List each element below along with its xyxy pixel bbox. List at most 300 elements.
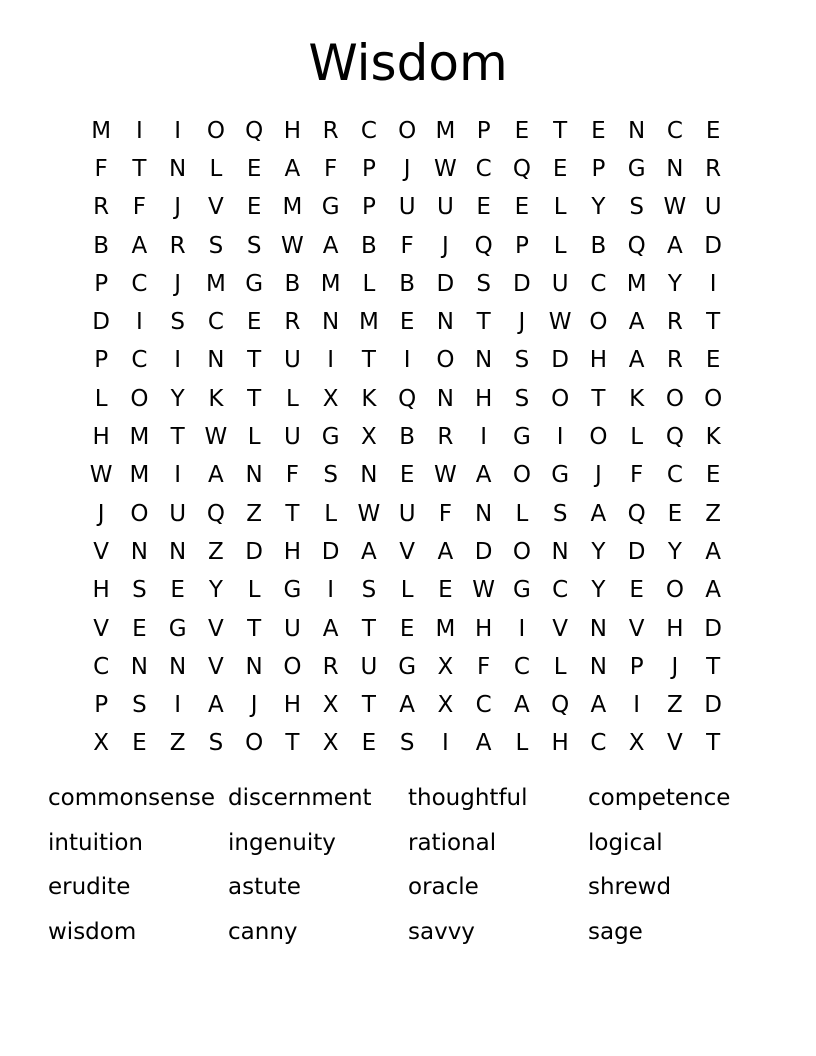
grid-letter: R: [169, 232, 186, 259]
grid-letter: T: [706, 730, 721, 757]
grid-letter: U: [704, 194, 722, 221]
grid-letter: A: [284, 155, 301, 182]
grid-letter: I: [633, 692, 641, 719]
grid-letter: H: [283, 692, 302, 719]
grid-letter: E: [132, 615, 147, 642]
grid-letter: J: [97, 500, 105, 527]
grid-letter: C: [666, 462, 683, 489]
grid-letter: H: [474, 385, 493, 412]
grid-letter: S: [246, 232, 262, 259]
grid-letter: P: [514, 232, 529, 259]
grid-letter: J: [174, 270, 182, 297]
grid-letter: L: [209, 155, 223, 182]
grid-letter: Q: [627, 232, 646, 259]
grid-letter: E: [361, 730, 377, 757]
grid-letter: A: [705, 538, 721, 565]
grid-letter: I: [441, 730, 449, 757]
grid-letter: C: [360, 117, 377, 144]
grid-letter: M: [320, 270, 341, 297]
grid-letter: W: [472, 577, 495, 604]
grid-letter: H: [92, 577, 110, 604]
grid-letter: B: [284, 270, 301, 297]
grid-letter: Y: [667, 538, 682, 565]
grid-letter: P: [94, 347, 109, 374]
grid-letter: A: [475, 462, 492, 489]
grid-letter: X: [437, 692, 454, 719]
grid-letter: P: [361, 194, 376, 221]
grid-letter: U: [360, 653, 378, 680]
word-list-item: wisdom: [48, 919, 137, 946]
grid-letter: K: [705, 424, 721, 451]
grid-letter: S: [170, 309, 185, 336]
grid-letter: A: [208, 462, 224, 489]
grid-letter: O: [130, 500, 149, 527]
grid-letter: L: [362, 270, 376, 297]
grid-letter: Q: [398, 385, 417, 412]
grid-letter: P: [591, 155, 606, 182]
grid-letter: O: [398, 117, 417, 144]
grid-letter: S: [323, 462, 338, 489]
grid-letter: G: [512, 577, 531, 604]
grid-letter: E: [399, 462, 415, 489]
grid-letter: N: [169, 538, 187, 565]
grid-letter: I: [174, 692, 182, 719]
grid-letter: T: [591, 385, 606, 412]
grid-letter: L: [630, 424, 644, 451]
grid-letter: V: [208, 653, 224, 680]
grid-letter: Q: [627, 500, 646, 527]
grid-letter: S: [514, 347, 530, 374]
grid-letter: X: [628, 730, 645, 757]
grid-letter: D: [704, 615, 722, 642]
grid-letter: W: [434, 462, 457, 489]
grid-letter: F: [400, 232, 414, 259]
grid-letter: G: [512, 424, 531, 451]
word-list-item: competence: [588, 785, 731, 811]
grid-letter: O: [130, 385, 149, 412]
grid-letter: O: [245, 730, 264, 757]
grid-letter: P: [94, 692, 109, 719]
grid-letter: G: [398, 653, 417, 680]
word-list-item: oracle: [408, 874, 479, 901]
grid-letter: A: [322, 232, 339, 259]
grid-letter: O: [436, 347, 455, 374]
word-list-item: rational: [408, 829, 497, 856]
grid-letter: E: [246, 309, 262, 336]
grid-letter: E: [170, 577, 185, 604]
grid-letter: H: [92, 424, 110, 451]
grid-letter: O: [589, 424, 608, 451]
grid-letter: Y: [591, 538, 606, 565]
grid-letter: H: [283, 538, 302, 565]
grid-letter: S: [552, 500, 568, 527]
grid-letter: M: [626, 270, 647, 297]
grid-letter: M: [129, 462, 150, 489]
grid-letter: R: [93, 194, 110, 221]
grid-letter: Z: [705, 500, 721, 527]
grid-letter: S: [399, 730, 415, 757]
word-list-item: discernment: [228, 785, 372, 811]
grid-letter: I: [403, 347, 411, 374]
grid-letter: R: [666, 309, 683, 336]
grid-letter: E: [514, 117, 530, 144]
grid-letter: E: [132, 730, 147, 757]
grid-letter: O: [283, 653, 302, 680]
grid-letter: I: [327, 347, 335, 374]
grid-letter: L: [515, 730, 529, 757]
grid-letter: T: [553, 117, 568, 144]
grid-letter: E: [399, 615, 415, 642]
grid-letter: B: [590, 232, 607, 259]
grid-letter: V: [399, 538, 415, 565]
grid-letter: L: [247, 577, 261, 604]
grid-letter: T: [476, 309, 491, 336]
grid-letter: X: [322, 730, 339, 757]
grid-letter: D: [245, 538, 263, 565]
grid-letter: E: [476, 194, 491, 221]
grid-letter: E: [246, 194, 262, 221]
grid-letter: A: [628, 347, 645, 374]
grid-letter: I: [174, 117, 182, 144]
grid-letter: T: [247, 385, 262, 412]
word-list-item: astute: [228, 874, 301, 901]
grid-letter: V: [208, 615, 224, 642]
grid-letter: G: [283, 577, 302, 604]
grid-letter: M: [129, 424, 150, 451]
word-list-item: intuition: [48, 829, 144, 856]
grid-letter: E: [246, 155, 262, 182]
grid-letter: T: [285, 500, 300, 527]
grid-letter: N: [551, 538, 569, 565]
grid-letter: S: [629, 194, 644, 221]
grid-letter: X: [93, 730, 109, 757]
grid-letter: P: [94, 270, 109, 297]
grid-letter: G: [321, 424, 340, 451]
grid-letter: E: [705, 462, 721, 489]
grid-letter: K: [629, 385, 645, 412]
grid-letter: A: [590, 500, 607, 527]
grid-letter: M: [358, 309, 379, 336]
grid-letter: G: [245, 270, 264, 297]
grid-letter: C: [513, 653, 530, 680]
grid-letter: N: [245, 653, 263, 680]
grid-letter: C: [93, 653, 110, 680]
grid-letter: V: [628, 615, 645, 642]
grid-letter: E: [552, 155, 568, 182]
grid-letter: C: [475, 155, 492, 182]
grid-letter: R: [322, 117, 339, 144]
grid-letter: V: [93, 615, 109, 642]
grid-letter: P: [476, 117, 491, 144]
grid-letter: F: [438, 500, 452, 527]
grid-letter: H: [589, 347, 608, 374]
grid-letter: S: [208, 730, 224, 757]
grid-letter: A: [361, 538, 377, 565]
grid-letter: S: [132, 692, 147, 719]
grid-letter: S: [361, 577, 377, 604]
page-title: Wisdom: [308, 34, 508, 92]
grid-letter: S: [476, 270, 491, 297]
grid-letter: E: [514, 194, 530, 221]
grid-letter: W: [434, 155, 457, 182]
grid-letter: D: [513, 270, 531, 297]
grid-letter: K: [208, 385, 224, 412]
grid-letter: Z: [207, 538, 224, 565]
grid-letter: O: [512, 538, 531, 565]
grid-letter: A: [322, 615, 339, 642]
grid-letter: L: [400, 577, 414, 604]
grid-letter: N: [475, 347, 493, 374]
grid-letter: O: [589, 309, 608, 336]
grid-letter: T: [247, 615, 262, 642]
grid-letter: A: [590, 692, 607, 719]
grid-letter: U: [436, 194, 454, 221]
grid-letter: R: [322, 653, 339, 680]
grid-letter: N: [436, 309, 454, 336]
grid-letter: A: [628, 309, 645, 336]
grid-letter: D: [627, 538, 646, 565]
grid-letter: Y: [170, 385, 185, 412]
grid-letter: T: [361, 692, 376, 719]
grid-letter: X: [437, 653, 454, 680]
grid-letter: Q: [245, 117, 264, 144]
grid-letter: O: [206, 117, 225, 144]
grid-letter: N: [245, 462, 263, 489]
grid-letter: M: [435, 117, 456, 144]
grid-letter: F: [285, 462, 299, 489]
grid-letter: C: [475, 692, 492, 719]
grid-letter: Q: [206, 500, 225, 527]
grid-letter: T: [132, 155, 147, 182]
grid-letter: N: [666, 155, 684, 182]
grid-letter: O: [512, 462, 531, 489]
grid-letter: J: [441, 232, 449, 259]
grid-letter: G: [321, 194, 340, 221]
grid-letter: G: [168, 615, 187, 642]
grid-letter: X: [322, 385, 339, 412]
grid-letter: I: [327, 577, 335, 604]
grid-letter: Z: [666, 692, 683, 719]
grid-letter: R: [705, 155, 722, 182]
grid-letter: U: [283, 347, 301, 374]
grid-letter: N: [475, 500, 493, 527]
grid-letter: Y: [591, 577, 606, 604]
grid-letter: H: [474, 615, 493, 642]
grid-letter: W: [204, 424, 228, 451]
grid-letter: Q: [474, 232, 493, 259]
grid-letter: I: [174, 347, 182, 374]
grid-letter: A: [667, 232, 683, 259]
word-list-item: ingenuity: [228, 829, 336, 856]
grid-letter: R: [437, 424, 454, 451]
grid-letter: T: [285, 730, 300, 757]
grid-letter: A: [437, 538, 454, 565]
grid-letter: D: [321, 538, 340, 565]
grid-letter: W: [357, 500, 381, 527]
grid-letter: C: [552, 577, 569, 604]
grid-letter: D: [474, 538, 493, 565]
grid-letter: J: [250, 692, 258, 719]
grid-letter: Q: [551, 692, 570, 719]
grid-letter: M: [282, 194, 303, 221]
grid-letter: J: [403, 155, 411, 182]
grid-letter: A: [514, 692, 530, 719]
grid-letter: N: [322, 309, 340, 336]
grid-letter: B: [360, 232, 377, 259]
grid-letter: H: [283, 117, 302, 144]
grid-letter: A: [399, 692, 415, 719]
grid-letter: I: [135, 117, 143, 144]
grid-letter: D: [92, 309, 110, 336]
grid-letter: N: [360, 462, 378, 489]
grid-letter: U: [283, 615, 301, 642]
grid-letter: N: [628, 117, 646, 144]
grid-letter: V: [208, 194, 224, 221]
grid-letter: F: [94, 155, 108, 182]
grid-letter: L: [285, 385, 299, 412]
grid-letter: N: [436, 385, 454, 412]
grid-letter: Y: [591, 194, 606, 221]
grid-letter: U: [551, 270, 569, 297]
grid-letter: Y: [667, 270, 682, 297]
grid-letter: N: [169, 653, 187, 680]
grid-letter: P: [629, 653, 644, 680]
grid-letter: O: [704, 385, 723, 412]
grid-letter: D: [704, 692, 722, 719]
grid-letter: F: [630, 462, 644, 489]
letter-grid: [82, 112, 732, 763]
grid-letter: I: [556, 424, 564, 451]
grid-letter: N: [589, 653, 607, 680]
grid-letter: O: [665, 577, 684, 604]
grid-letter: T: [361, 615, 376, 642]
grid-letter: I: [480, 424, 488, 451]
grid-letter: T: [247, 347, 262, 374]
grid-letter: V: [552, 615, 568, 642]
grid-letter: N: [589, 615, 607, 642]
grid-letter: I: [135, 309, 143, 336]
grid-letter: W: [281, 232, 304, 259]
grid-letter: A: [131, 232, 148, 259]
grid-letter: Q: [665, 424, 684, 451]
grid-letter: A: [705, 577, 721, 604]
grid-letter: C: [207, 309, 224, 336]
grid-letter: Q: [512, 155, 531, 182]
grid-letter: R: [666, 347, 683, 374]
grid-letter: F: [477, 653, 491, 680]
grid-letter: O: [551, 385, 570, 412]
grid-letter: E: [438, 577, 453, 604]
word-list-item: thoughtful: [408, 785, 528, 811]
grid-letter: E: [705, 347, 721, 374]
grid-letter: B: [93, 232, 110, 259]
grid-letter: T: [361, 347, 376, 374]
grid-letter: W: [89, 462, 113, 489]
grid-letter: T: [706, 309, 721, 336]
grid-letter: E: [667, 500, 683, 527]
grid-letter: U: [283, 424, 301, 451]
grid-letter: O: [665, 385, 684, 412]
grid-letter: E: [705, 117, 721, 144]
grid-letter: Z: [246, 500, 262, 527]
grid-letter: E: [399, 309, 415, 336]
grid-letter: V: [667, 730, 683, 757]
grid-letter: D: [704, 232, 722, 259]
grid-letter: W: [548, 309, 572, 336]
grid-letter: C: [131, 270, 148, 297]
grid-letter: T: [706, 653, 721, 680]
grid-letter: A: [208, 692, 224, 719]
word-list-item: commonsense: [48, 785, 216, 811]
grid-letter: E: [629, 577, 644, 604]
grid-letter: G: [627, 155, 646, 182]
grid-letter: V: [93, 538, 109, 565]
grid-letter: X: [360, 424, 377, 451]
grid-letter: U: [169, 500, 187, 527]
grid-letter: L: [324, 500, 338, 527]
word-list-item: savvy: [408, 919, 475, 946]
grid-letter: U: [398, 500, 416, 527]
grid-letter: D: [551, 347, 569, 374]
grid-letter: C: [590, 730, 607, 757]
grid-letter: N: [130, 538, 148, 565]
grid-letter: K: [361, 385, 377, 412]
grid-letter: M: [91, 117, 112, 144]
grid-letter: L: [515, 500, 529, 527]
grid-letter: A: [475, 730, 492, 757]
grid-letter: L: [94, 385, 108, 412]
grid-letter: N: [169, 155, 187, 182]
grid-letter: C: [666, 117, 683, 144]
grid-letter: H: [666, 615, 684, 642]
grid-letter: W: [663, 194, 687, 221]
grid-letter: I: [518, 615, 526, 642]
grid-letter: B: [399, 424, 416, 451]
grid-letter: Z: [169, 730, 186, 757]
grid-letter: X: [322, 692, 339, 719]
grid-letter: J: [174, 194, 182, 221]
word-list-item: erudite: [48, 874, 131, 901]
grid-letter: F: [324, 155, 338, 182]
grid-letter: R: [284, 309, 301, 336]
grid-letter: L: [553, 653, 567, 680]
word-list-item: shrewd: [588, 874, 672, 901]
grid-letter: G: [551, 462, 570, 489]
grid-letter: Y: [208, 577, 223, 604]
grid-letter: S: [132, 577, 147, 604]
grid-letter: D: [436, 270, 455, 297]
grid-letter: J: [594, 462, 602, 489]
grid-letter: S: [208, 232, 224, 259]
grid-letter: C: [590, 270, 607, 297]
grid-letter: I: [174, 462, 182, 489]
grid-letter: M: [205, 270, 226, 297]
grid-letter: L: [247, 424, 261, 451]
grid-letter: S: [514, 385, 530, 412]
grid-letter: J: [671, 653, 679, 680]
grid-letter: U: [398, 194, 416, 221]
grid-letter: E: [591, 117, 606, 144]
grid-letter: F: [132, 194, 146, 221]
grid-letter: L: [553, 194, 567, 221]
grid-letter: J: [518, 309, 526, 336]
grid-letter: B: [399, 270, 416, 297]
word-list: [48, 776, 768, 955]
word-list-item: sage: [588, 919, 643, 946]
grid-letter: T: [170, 424, 185, 451]
word-list-item: canny: [228, 919, 298, 946]
grid-letter: L: [553, 232, 567, 259]
